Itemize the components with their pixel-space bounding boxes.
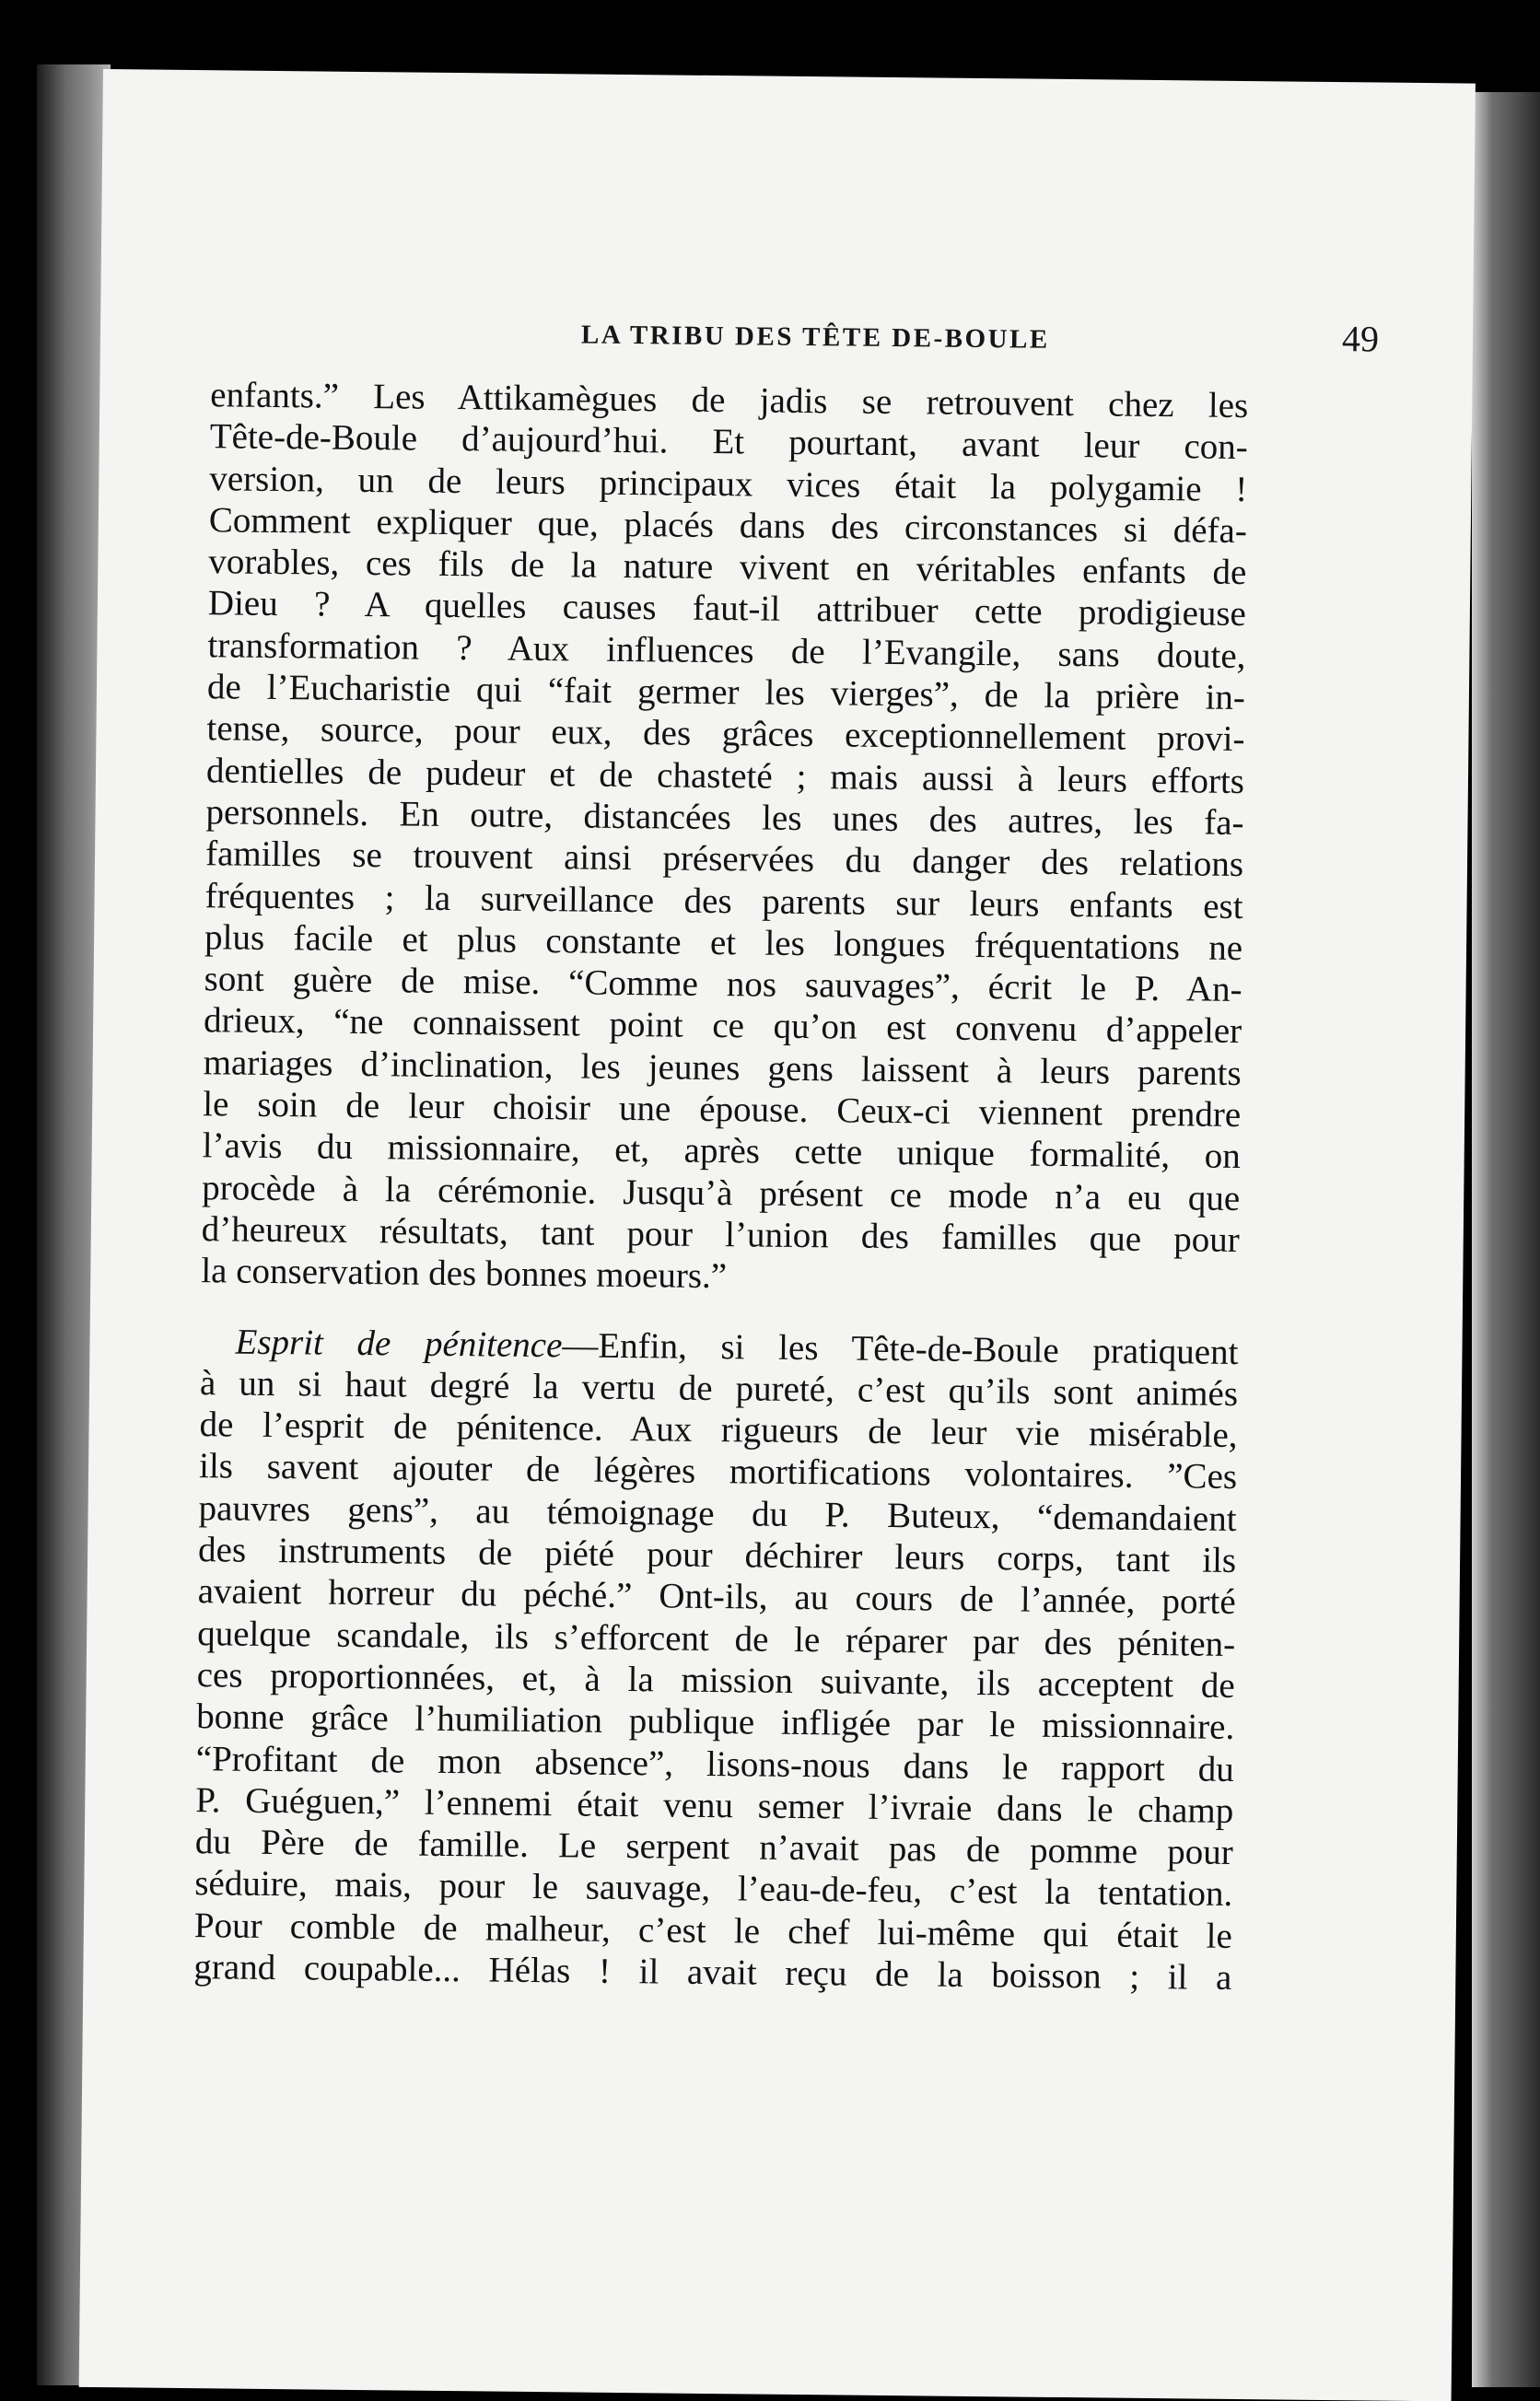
text-line: mariages d’inclination, les jeunes gens laissent à leurs parents [203,1042,1242,1093]
running-head [478,308,1437,382]
paragraph-1 [201,374,1248,1302]
text-line: procède à la cérémonie. Jusqu’à présent ce mode n’a eu que [202,1167,1241,1218]
text-line: séduire, mais, pour le sauvage, l’eau-de-feu, c’est la tentation. [194,1863,1233,1915]
text-line: dentielles de pudeur et de chasteté ; mais aussi à leurs efforts [205,750,1245,801]
text-line: des instruments de piété pour déchirer leurs corps, tant ils [197,1530,1237,1580]
text-line: du Père de famille. Le serpent n’avait pas de pomme pour [194,1822,1234,1873]
text-line: plus facile et plus constante et les longues fréquentations ne [204,917,1243,968]
text-line: avaient horreur du péché.” Ont-ils, au cours de l’année, porté [197,1571,1236,1623]
text-line: grand coupable... Hélas ! il avait reçu de la boisson ; il a [193,1947,1232,1998]
text-line: familles se trouvent ainsi préservées du danger des relations [204,833,1244,885]
text-line: personnels. En outre, distancées les unes des autres, les fa- [205,792,1244,843]
text-line: de l’Eucharistie qui “fait germer les vierges”, de la prière in- [206,667,1246,718]
text-line: “Profitant de mon absence”, lisons-nous dans le rapport du [195,1738,1234,1789]
text-line: ils savent ajouter de légères mortifications volontaires. ”Ces [198,1446,1238,1498]
text-line: enfants.” Les Attikamègues de jadis se retrouvent chez les [210,375,1249,426]
text-line: Dieu ? A quelles causes faut-il attribuer cette prodigieuse [207,583,1247,635]
text-line: drieux, “ne connaissent point ce qu’on est convenu d’appeler [203,1000,1242,1052]
text-line: P. Guéguen,” l’ennemi était venu semer l’ivraie dans le champ [195,1779,1234,1831]
text-line: à un si haut degré la vertu de pureté, c’est qu’ils sont animés [199,1363,1239,1414]
text-line: pauvres gens”, au témoignage du P. Buteux, “demandaient [198,1487,1237,1539]
text-line: Comment expliquer que, placés dans des circonstances si défa- [208,500,1248,551]
opening-line-text: —Enfin, si les Tête-de-Boule pratiquent [562,1324,1239,1372]
text-line: fréquentes ; la surveillance des parents sur leurs enfants est [204,875,1243,927]
paragraph-2 [193,1321,1239,1999]
book-edge-right [1472,92,1540,2387]
section-heading: Esprit de pénitence [235,1322,563,1365]
body-text [193,374,1248,1999]
text-line: bonne grâce l’humiliation publique infligée par le missionnaire. [196,1696,1235,1748]
text-line: version, un de leurs principaux vices était la polygamie ! [209,458,1248,509]
text-line: de l’esprit de pénitence. Aux rigueurs de leur vie misérable, [199,1404,1238,1456]
text-line: d’heureux résultats, tant pour l’union des familles que pour [201,1209,1240,1260]
text-line: sont guère de mise. “Comme nos sauvages”, écrit le P. An- [204,959,1242,1010]
text-line: vorables, ces fils de la nature vivent en véritables enfants de [208,542,1247,593]
text-line: la conservation des bonnes moeurs.” [201,1251,728,1297]
book-page [79,69,1476,2401]
text-line: transformation ? Aux influences de l’Evangile, sans doute, [207,625,1246,676]
page-number: 49 [1341,318,1380,360]
text-line: l’avis du missionnaire, et, après cette unique formalité, on [202,1125,1241,1177]
text-line: tense, source, pour eux, des grâces exceptionnellement provi- [206,708,1245,760]
text-line: Pour comble de malheur, c’est le chef lui-même qui était le [193,1905,1233,1956]
text-line: le soin de leur choisir une épouse. Ceux-ci viennent prendre [203,1084,1242,1136]
text-line: Tête-de-Boule d’aujourd’hui. Et pourtant, avant leur con- [209,416,1248,468]
text-line: ces proportionnées, et, à la mission suivante, ils acceptent de [196,1655,1235,1706]
running-title: LA TRIBU DES TÊTE DE-BOULE [580,320,1050,355]
text-line: quelque scandale, ils s’efforcent de le réparer par des péniten- [196,1613,1236,1664]
